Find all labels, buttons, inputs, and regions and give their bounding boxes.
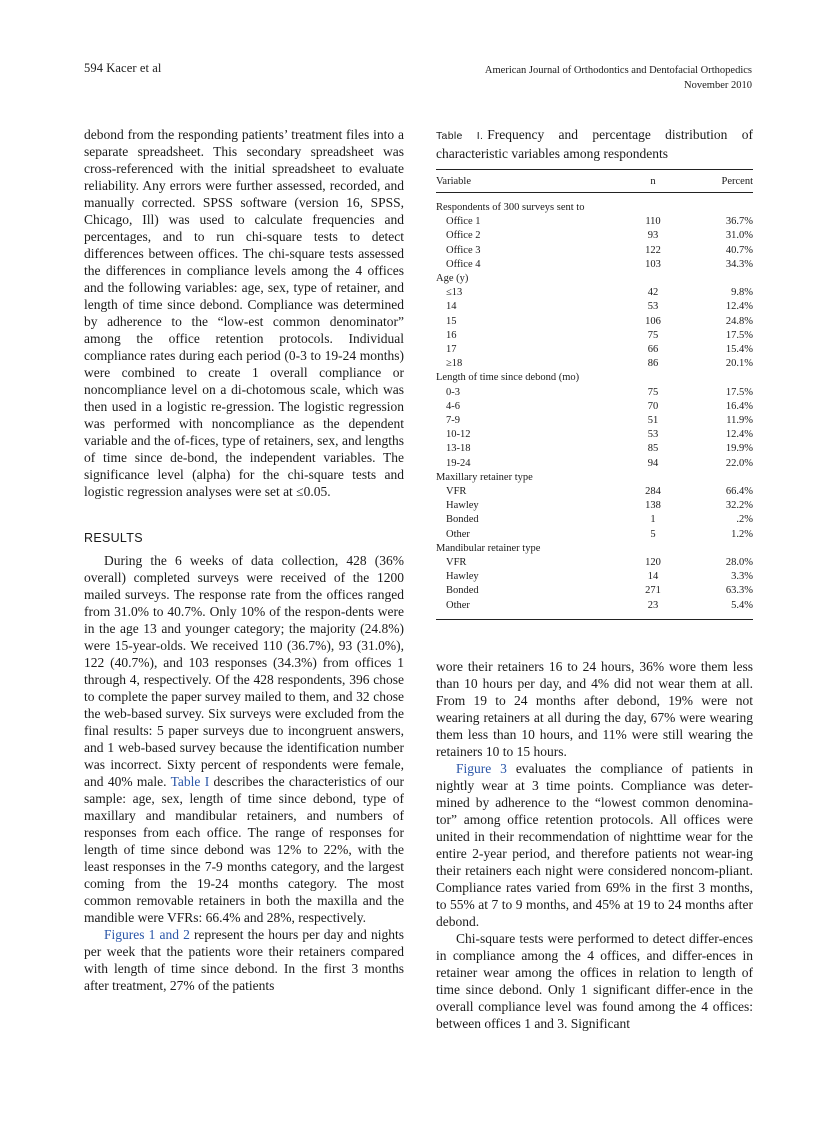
running-header-journal (392, 63, 752, 93)
row-percent: 17.5% (725, 386, 753, 398)
table-row (436, 599, 753, 620)
table-row (436, 485, 753, 499)
table-row (436, 442, 753, 456)
row-label: 4-6 (446, 400, 460, 412)
row-label: 13-18 (446, 443, 471, 455)
row-n: 85 (647, 443, 659, 455)
table-caption (436, 126, 753, 162)
row-n: 5 (650, 528, 656, 540)
row-percent: 36.7% (725, 216, 753, 228)
row-percent: 12.4% (725, 301, 753, 313)
right-column (436, 658, 753, 1032)
table-i-link[interactable]: Table I (170, 774, 210, 789)
row-percent: 66.4% (725, 486, 753, 498)
row-label: Office 1 (446, 216, 481, 228)
row-n: 53 (647, 429, 659, 441)
table-row (436, 329, 753, 343)
row-label: 17 (446, 344, 457, 356)
row-label: 16 (446, 329, 457, 341)
row-label: VFR (446, 486, 467, 498)
row-percent: 28.0% (725, 557, 753, 569)
row-n: 75 (647, 329, 659, 341)
row-percent: 22.0% (725, 457, 753, 469)
row-n: 51 (647, 415, 659, 427)
row-label: Maxillary retainer type (436, 471, 533, 483)
row-percent: 17.5% (725, 329, 753, 341)
characteristics-table (436, 169, 753, 620)
row-percent: 63.3% (725, 585, 753, 597)
row-percent: 16.4% (725, 400, 753, 412)
running-header-page-author: 594 Kacer et al (84, 61, 162, 75)
row-n: 138 (645, 500, 661, 512)
row-percent: 34.3% (725, 258, 753, 270)
row-label: Other (446, 599, 470, 611)
row-label: 14 (446, 301, 457, 313)
journal-name: American Journal of Orthodontics and Dentofacial Orthopedics (484, 65, 752, 76)
left-column (84, 126, 404, 994)
row-n: 23 (647, 599, 659, 611)
table-row (436, 471, 753, 485)
row-label: 19-24 (446, 457, 471, 469)
row-percent: 1.2% (731, 528, 753, 540)
row-label: Hawley (446, 500, 479, 512)
column-header-variable: Variable (436, 170, 623, 193)
row-n: 94 (647, 457, 659, 469)
table-row (436, 300, 753, 314)
row-n: 14 (647, 571, 659, 583)
row-label: Respondents of 300 surveys sent to (436, 202, 585, 213)
row-label: Bonded (446, 585, 479, 597)
row-label: Age (y) (436, 273, 469, 285)
row-n (623, 193, 683, 216)
row-label: 0-3 (446, 386, 460, 398)
row-percent: 31.0% (725, 230, 753, 242)
table-row (436, 258, 753, 272)
row-label: Hawley (446, 571, 479, 583)
figure-3-link[interactable]: Figure 3 (456, 761, 507, 776)
row-n: 1 (650, 514, 656, 526)
row-label: Office 4 (446, 258, 481, 270)
row-percent: 11.9% (726, 415, 753, 427)
results-paragraph-3: wore their retainers 16 to 24 hours, 36% wore them less than 10 hours per day, and 4% did not wear them at all. From 19 to 24 months after debond, 19% were not wearing retainers at all during the day, 67% were wearing them less than 10 hours, and 11% were still wearing the retainers 10 to 15 hours. (436, 659, 753, 759)
row-n: 120 (645, 557, 661, 569)
row-percent: 19.9% (725, 443, 753, 455)
row-n: 284 (645, 486, 661, 498)
row-label: 15 (446, 315, 457, 327)
table-row (436, 343, 753, 357)
row-percent: 12.4% (725, 429, 753, 441)
row-n: 42 (647, 287, 659, 299)
row-label: Length of time since debond (mo) (436, 372, 580, 384)
results-paragraph-1 (84, 552, 404, 926)
row-percent: 40.7% (725, 244, 753, 256)
row-label: Office 2 (446, 230, 481, 242)
table-row (436, 315, 753, 329)
results-paragraph-5: Chi-square tests were performed to detect differ-ences in compliance among the 4 offices, and differ-ences in retainer wear among the offices in relation to length of time since debond. Only 1 significant differ-ence in the overall compliance level was found among the 4 offices: between offices 1 and 3. Significant (436, 931, 753, 1031)
table-row (436, 386, 753, 400)
row-percent: .2% (736, 514, 753, 526)
row-label: VFR (446, 557, 467, 569)
row-label: ≤13 (446, 287, 463, 299)
row-n (623, 371, 683, 385)
row-percent: 3.3% (731, 571, 753, 583)
row-n: 103 (645, 258, 661, 270)
row-label: Other (446, 528, 470, 540)
row-label: Bonded (446, 514, 479, 526)
row-percent (683, 471, 753, 485)
results-paragraph-2-text: represent the hours per day and nights per week that the patients wore their retainers compared with length of time since debond. In the first 3 months after treatment, 27% of the patients (84, 927, 404, 993)
row-n: 53 (647, 301, 659, 313)
row-label: ≥18 (446, 358, 463, 370)
row-n: 66 (647, 344, 659, 356)
table-row (436, 286, 753, 300)
table-row (436, 400, 753, 414)
table-header-row (436, 170, 753, 193)
table-row (436, 272, 753, 286)
table-row (436, 357, 753, 371)
results-heading: RESULTS (84, 531, 143, 545)
table-caption-text: Frequency and percentage distribution of characteristic variables among respondents (436, 127, 753, 161)
table-label: Table I. (436, 130, 484, 142)
row-percent (683, 272, 753, 286)
row-n: 75 (647, 386, 659, 398)
table-row (436, 556, 753, 570)
row-percent (683, 193, 753, 216)
row-n: 110 (645, 216, 661, 228)
table-i (436, 126, 753, 620)
table-row (436, 244, 753, 258)
table-row (436, 457, 753, 471)
results-paragraph-4-text: evaluates the compliance of patients in nightly wear at 3 time points. Compliance was deter-mined by adherence to the “lowest common denomina-tor” among office retention protocols. All offices were united in their recommendation of nighttime wear for the entire 2-year period, and therefore patients not wear-ing their retainers each night were considered noncom-pliant. Compliance rates varied from 69% in the first 3 months, to 55% at 7 to 9 months, and 45% at 19 to 24 months after debond. (436, 761, 754, 929)
row-n (623, 471, 683, 485)
row-percent: 5.4% (731, 599, 753, 611)
column-header-n: n (623, 170, 683, 193)
journal-issue: November 2010 (684, 80, 752, 91)
table-row (436, 584, 753, 598)
row-n (623, 272, 683, 286)
table-row (436, 570, 753, 584)
results-paragraph-2 (84, 926, 404, 994)
row-n: 86 (647, 358, 659, 370)
table-row (436, 513, 753, 527)
row-percent (683, 371, 753, 385)
row-percent: 24.8% (725, 315, 753, 327)
table-row (436, 414, 753, 428)
column-header-percent: Percent (683, 170, 753, 193)
row-percent: 20.1% (725, 358, 753, 370)
row-percent: 32.2% (725, 500, 753, 512)
methods-paragraph: debond from the responding patients’ treatment files into a separate spreadsheet. This secondary spreadsheet was cross-referenced with the initial spreadsheet to evaluate reliability. Any errors were further assessed, recorded, and manually corrected. SPSS software (version 16, SPSS, Chicago, Ill) was used to calculate frequencies and percentages, and to run chi-square tests to detect differences between offices. The chi-square tests assessed the differences in compliance levels among the 4 offices and the following variables: age, sex, type of retainer, and length of time since debond. Compliance was determined by adherence to the “low-est common denominator” among the office retention protocols. Individual compliance rates during each period (0-3 to 19-24 months) were combined to create 1 overall compliance or noncompliance level on a di-chotomous scale, which was then used in a logistic re-gression. The logistic regression was performed with noncompliance as the dependent variable and the of-fices, type of retainers, sex, and lengths of time since de-bond, the independent variables. The significance level (alpha) for the chi-square tests and logistic regression analyses were set at ≤0.05. (84, 127, 404, 499)
table-row (436, 542, 753, 556)
table-row (436, 428, 753, 442)
row-label: 10-12 (446, 429, 471, 441)
results-paragraph-4 (436, 760, 753, 930)
row-label: 7-9 (446, 415, 460, 427)
table-row (436, 229, 753, 243)
row-percent (683, 542, 753, 556)
row-n: 271 (645, 585, 661, 597)
figures-1-2-link[interactable]: Figures 1 and 2 (104, 927, 190, 942)
table-row (436, 193, 753, 216)
table-row (436, 371, 753, 385)
table-row (436, 215, 753, 229)
row-percent: 15.4% (725, 344, 753, 356)
row-percent: 9.8% (731, 287, 753, 299)
row-n (623, 542, 683, 556)
results-paragraph-1-continued: describes the characteristics of our sample: age, sex, length of time since debond, type of maxillary and mandibular retainers, and numbers of responses from each office. The range of responses for length of time since debond was 12% to 22%, with the least responses in the 7-9 months category, and the largest coming from the 19-24 months category. The most common removable retainers in both the maxilla and the mandible were VFRs: 66.4% and 28%, respectively. (84, 774, 404, 925)
row-n: 70 (647, 400, 659, 412)
table-row (436, 528, 753, 542)
row-n: 93 (647, 230, 659, 242)
row-label: Office 3 (446, 244, 481, 256)
table-row (436, 499, 753, 513)
row-label: Mandibular retainer type (436, 542, 541, 554)
row-n: 122 (645, 244, 661, 256)
row-n: 106 (645, 315, 661, 327)
results-paragraph-1-text: During the 6 weeks of data collection, 428 (36% overall) completed surveys were received of the 1200 mailed surveys. The response rate from the offices ranged from 31.0% to 40.7%. Only 10% of the respon-dents were in the age 13 and younger category; the majority (24.8%) were 15-year-olds. We received 110 (36.7%), 93 (31.0%), 122 (40.7%), and 103 responses (34.3%) from offices 1 through 4, respectively. Of the 428 respondents, 396 chose to complete the paper survey mailed to them, and 32 chose the web-based survey. Six surveys were excluded from the final results: 5 paper surveys due to incongruent answers, and 1 web-based survey because the identification number was incorrect. Sixty percent of respondents were female, and 40% male. (84, 553, 404, 789)
